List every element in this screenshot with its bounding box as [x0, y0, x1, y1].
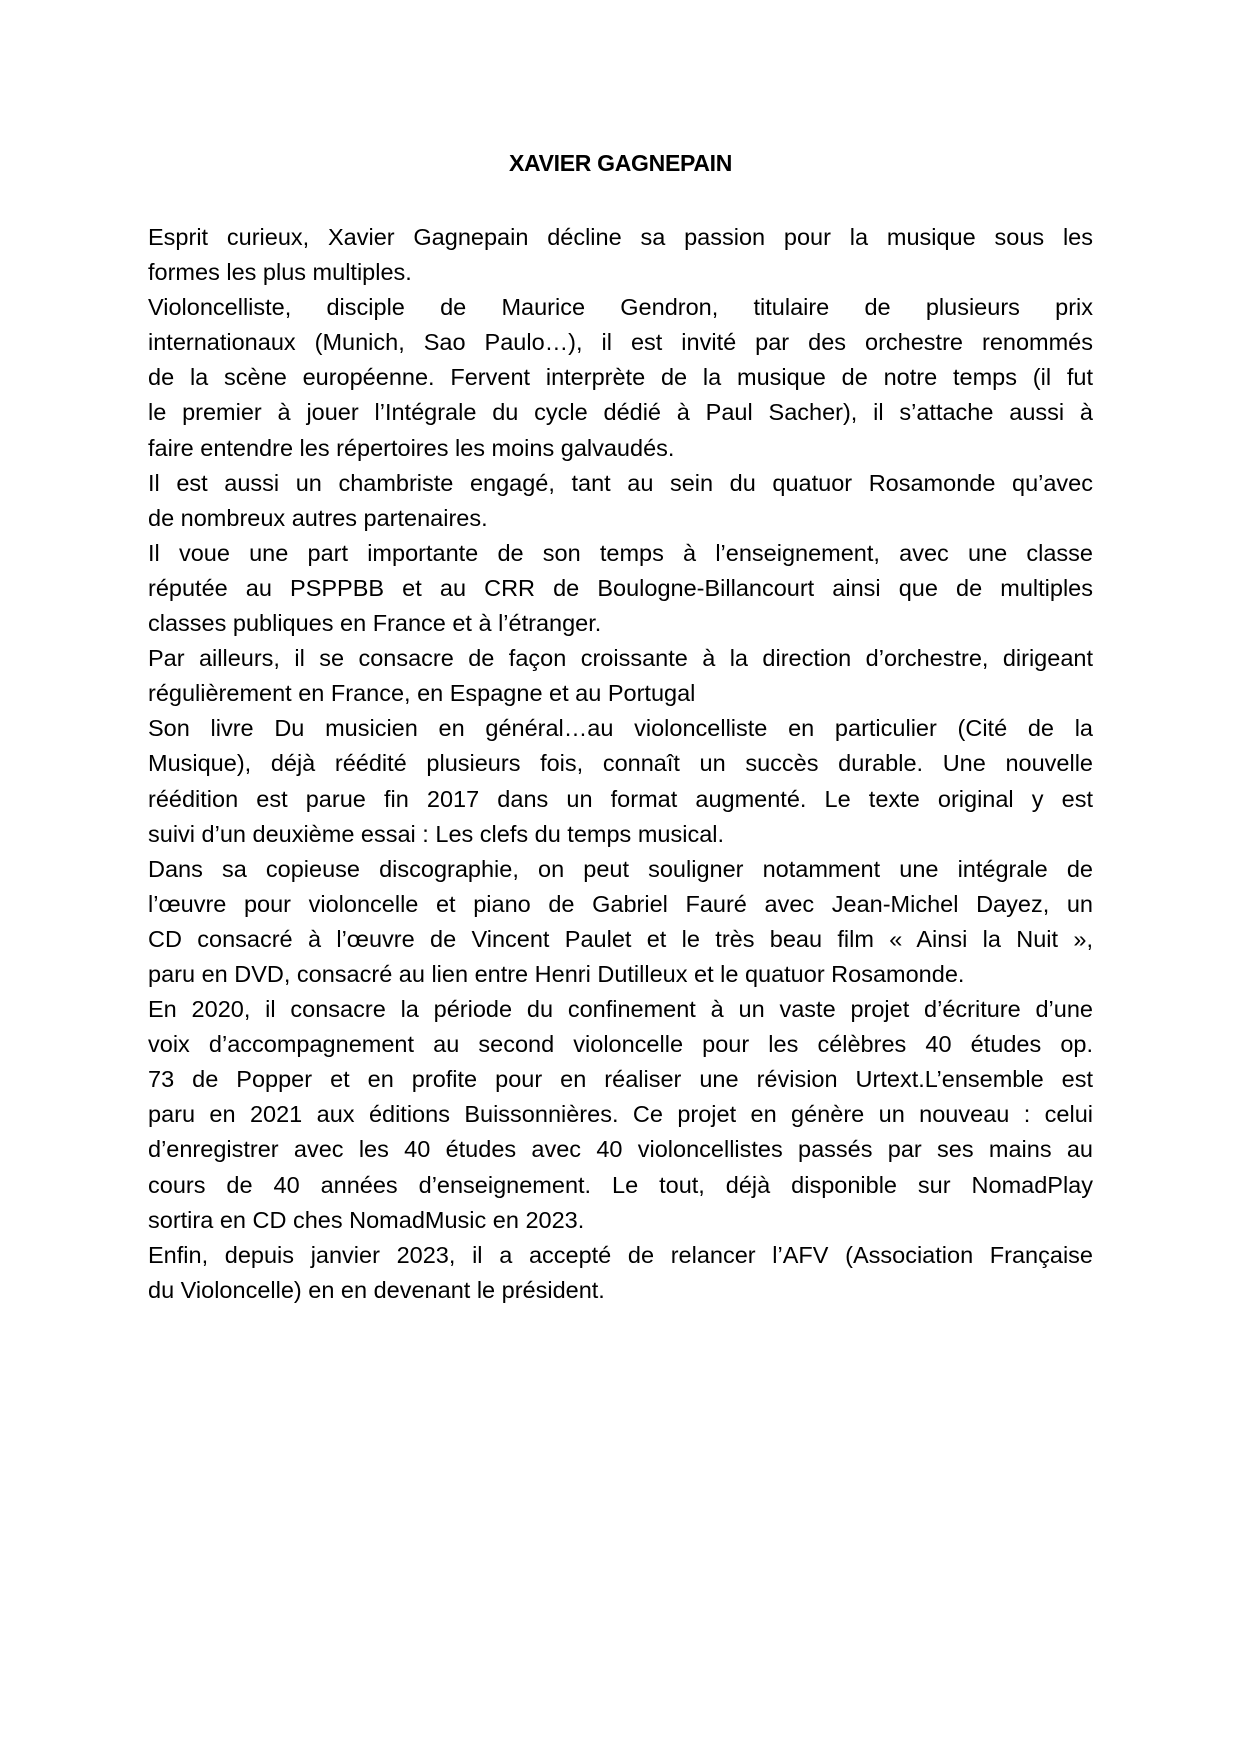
text-line: 73 de Popper et en profite pour en réaliser une révision Urtext.L’ensemble est — [148, 1066, 1093, 1093]
text-line: de la scène européenne. Fervent interprète de la musique de notre temps (il fut — [148, 364, 1093, 391]
text-line: paru en 2021 aux éditions Buissonnières. Ce projet en génère un nouveau : celui — [148, 1101, 1093, 1128]
paragraph — [148, 992, 1093, 1238]
document-body — [148, 220, 1093, 1308]
paragraph — [148, 466, 1093, 536]
text-line: suivi d’un deuxième essai : Les clefs du temps musical. — [148, 820, 725, 847]
text-line: paru en DVD, consacré au lien entre Henri Dutilleux et le quatuor Rosamonde. — [148, 960, 965, 987]
text-line: de nombreux autres partenaires. — [148, 504, 488, 531]
text-line: réputée au PSPPBB et au CRR de Boulogne-Billancourt ainsi que de multiples — [148, 574, 1093, 601]
text-line: formes les plus multiples. — [148, 259, 412, 286]
text-line: le premier à jouer l’Intégrale du cycle dédié à Paul Sacher), il s’attache aussi à — [148, 399, 1093, 426]
paragraph — [148, 290, 1093, 465]
text-line: du Violoncelle) en en devenant le président. — [148, 1276, 605, 1303]
text-line: faire entendre les répertoires les moins galvaudés. — [148, 434, 675, 461]
text-line: Il voue une part importante de son temps à l’enseignement, avec une classe — [148, 539, 1093, 566]
text-line: En 2020, il consacre la période du confinement à un vaste projet d’écriture d’une — [148, 996, 1093, 1023]
paragraph — [148, 1238, 1093, 1308]
document-title: XAVIER GAGNEPAIN — [508, 150, 733, 176]
paragraph — [148, 220, 1093, 290]
text-line: internationaux (Munich, Sao Paulo…), il est invité par des orchestre renommés — [148, 329, 1093, 356]
text-line: régulièrement en France, en Espagne et au Portugal — [148, 680, 696, 707]
paragraph — [148, 852, 1093, 992]
paragraph — [148, 641, 1093, 711]
paragraph — [148, 536, 1093, 641]
text-line: réédition est parue fin 2017 dans un format augmenté. Le texte original y est — [148, 785, 1093, 812]
text-line: d’enregistrer avec les 40 études avec 40 violoncellistes passés par ses mains au — [148, 1136, 1093, 1163]
text-line: Son livre Du musicien en général…au violoncelliste en particulier (Cité de la — [148, 715, 1093, 742]
text-line: l’œuvre pour violoncelle et piano de Gabriel Fauré avec Jean-Michel Dayez, un — [148, 890, 1093, 917]
text-line: Violoncelliste, disciple de Maurice Gendron, titulaire de plusieurs prix — [148, 294, 1093, 321]
text-line: cours de 40 années d’enseignement. Le tout, déjà disponible sur NomadPlay — [148, 1171, 1093, 1198]
text-line: CD consacré à l’œuvre de Vincent Paulet et le très beau film « Ainsi la Nuit », — [148, 925, 1093, 952]
paragraph — [148, 711, 1093, 851]
text-line: Il est aussi un chambriste engagé, tant au sein du quatuor Rosamonde qu’avec — [148, 469, 1093, 496]
text-line: Enfin, depuis janvier 2023, il a accepté de relancer l’AFV (Association Française — [148, 1241, 1093, 1268]
text-line: sortira en CD ches NomadMusic en 2023. — [148, 1206, 585, 1233]
text-line: Esprit curieux, Xavier Gagnepain décline sa passion pour la musique sous les — [148, 224, 1093, 250]
text-line: Dans sa copieuse discographie, on peut souligner notamment une intégrale de — [148, 855, 1093, 882]
text-line: voix d’accompagnement au second violoncelle pour les célèbres 40 études op. — [148, 1031, 1093, 1058]
text-line: Par ailleurs, il se consacre de façon croissante à la direction d’orchestre, dirigeant — [148, 645, 1093, 672]
text-line: classes publiques en France et à l’étranger. — [148, 610, 602, 637]
text-line: Musique), déjà réédité plusieurs fois, connaît un succès durable. Une nouvelle — [148, 750, 1093, 777]
